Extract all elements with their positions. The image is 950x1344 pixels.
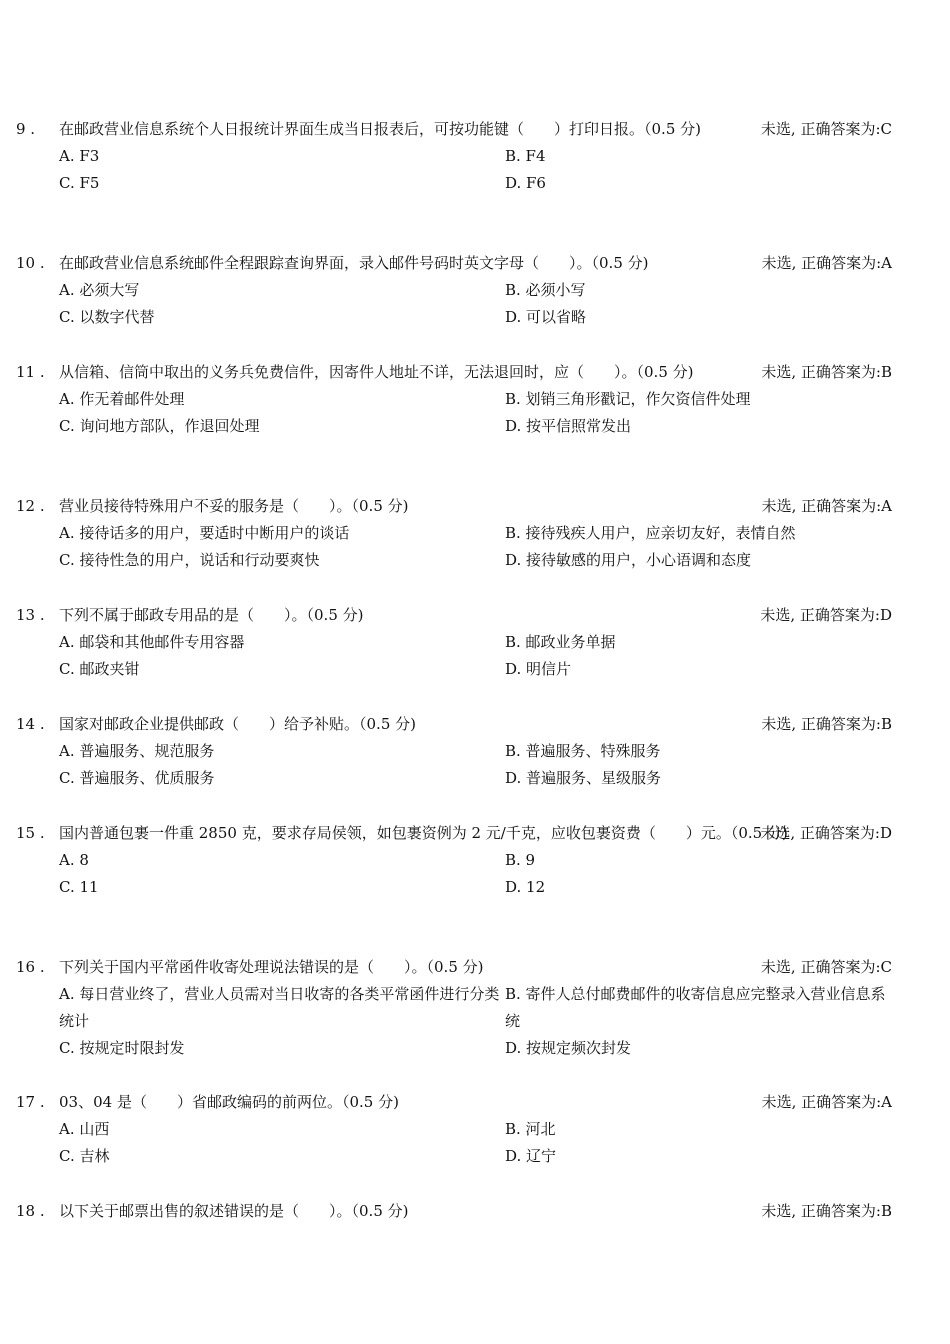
option-a[interactable]: A. F3 bbox=[59, 147, 100, 165]
option-c[interactable]: C. 询问地方部队，作退回处理 bbox=[59, 417, 260, 435]
options-grid bbox=[59, 847, 896, 901]
option-d[interactable]: D. 可以省略 bbox=[505, 308, 587, 326]
option-a[interactable]: A. 每日营业终了，营业人员需对当日收寄的各类平常函件进行分类统计 bbox=[59, 985, 500, 1030]
question-stem: 下列不属于邮政专用品的是（ ）。（0.5 分) bbox=[59, 606, 364, 624]
options-grid bbox=[59, 143, 896, 197]
option-c[interactable]: C. F5 bbox=[59, 174, 100, 192]
question-number: 14 . bbox=[16, 715, 45, 733]
answer-status: 未选, 正确答案为:D bbox=[760, 824, 892, 842]
question-number: 9 . bbox=[16, 120, 36, 138]
question-stem: 国家对邮政企业提供邮政（ ）给予补贴。（0.5 分) bbox=[59, 715, 416, 733]
answer-status: 未选, 正确答案为:A bbox=[761, 254, 892, 272]
question-14 bbox=[16, 711, 896, 792]
answer-status: 未选, 正确答案为:C bbox=[760, 958, 892, 976]
option-c[interactable]: C. 普遍服务、优质服务 bbox=[59, 769, 215, 787]
question-number: 16 . bbox=[16, 958, 45, 976]
options-grid bbox=[59, 738, 896, 792]
answer-status: 未选, 正确答案为:B bbox=[761, 715, 892, 733]
option-c[interactable]: C. 按规定时限封发 bbox=[59, 1039, 185, 1057]
question-stem: 03、04 是（ ）省邮政编码的前两位。（0.5 分) bbox=[59, 1093, 399, 1111]
question-9 bbox=[16, 116, 896, 197]
option-b[interactable]: B. 9 bbox=[505, 851, 536, 869]
answer-status: 未选, 正确答案为:A bbox=[761, 497, 892, 515]
question-18 bbox=[16, 1198, 896, 1225]
option-d[interactable]: D. 按平信照常发出 bbox=[505, 417, 632, 435]
question-number: 10 . bbox=[16, 254, 45, 272]
option-a[interactable]: A. 必须大写 bbox=[59, 281, 140, 299]
question-number: 12 . bbox=[16, 497, 45, 515]
question-15 bbox=[16, 820, 896, 901]
question-10 bbox=[16, 250, 896, 331]
option-b[interactable]: B. 河北 bbox=[505, 1120, 556, 1138]
question-stem: 营业员接待特殊用户不妥的服务是（ ）。（0.5 分) bbox=[59, 497, 409, 515]
answer-status: 未选, 正确答案为:D bbox=[760, 606, 892, 624]
option-d[interactable]: D. F6 bbox=[505, 174, 546, 192]
question-stem: 在邮政营业信息系统个人日报统计界面生成当日报表后，可按功能键（ ）打印日报。（0.5 分) bbox=[59, 120, 701, 138]
question-number: 11 . bbox=[16, 363, 45, 381]
option-b[interactable]: B. 普遍服务、特殊服务 bbox=[505, 742, 661, 760]
option-c[interactable]: C. 吉林 bbox=[59, 1147, 110, 1165]
options-grid bbox=[59, 1116, 896, 1170]
answer-status: 未选, 正确答案为:B bbox=[761, 363, 892, 381]
option-b[interactable]: B. 划销三角形戳记，作欠资信件处理 bbox=[505, 390, 751, 408]
options-grid bbox=[59, 386, 896, 440]
option-c[interactable]: C. 邮政夹钳 bbox=[59, 660, 140, 678]
option-a[interactable]: A. 邮袋和其他邮件专用容器 bbox=[59, 633, 245, 651]
option-b[interactable]: B. 寄件人总付邮费邮件的收寄信息应完整录入营业信息系统 bbox=[505, 985, 886, 1030]
question-16 bbox=[16, 954, 896, 1062]
question-11 bbox=[16, 359, 896, 440]
question-stem: 从信箱、信筒中取出的义务兵免费信件，因寄件人地址不详，无法退回时，应（ ）。（0.5 分) bbox=[59, 363, 694, 381]
options-grid bbox=[59, 520, 896, 574]
option-c[interactable]: C. 接待性急的用户，说话和行动要爽快 bbox=[59, 551, 320, 569]
option-c[interactable]: C. 以数字代替 bbox=[59, 308, 155, 326]
options-grid bbox=[59, 277, 896, 331]
question-number: 18 . bbox=[16, 1202, 45, 1220]
options-grid bbox=[59, 629, 896, 683]
question-17 bbox=[16, 1089, 896, 1170]
option-b[interactable]: B. 邮政业务单据 bbox=[505, 633, 616, 651]
option-a[interactable]: A. 作无着邮件处理 bbox=[59, 390, 185, 408]
option-d[interactable]: D. 按规定频次封发 bbox=[505, 1039, 632, 1057]
question-stem: 以下关于邮票出售的叙述错误的是（ ）。（0.5 分) bbox=[59, 1202, 409, 1220]
answer-status: 未选, 正确答案为:B bbox=[761, 1202, 892, 1220]
question-number: 17 . bbox=[16, 1093, 45, 1111]
option-d[interactable]: D. 辽宁 bbox=[505, 1147, 557, 1165]
question-number: 13 . bbox=[16, 606, 45, 624]
question-stem: 国内普通包裹一件重 2850 克，要求存局侯领，如包裹资例为 2 元/千克，应收包裹资费（ ）元。（0.5 分) bbox=[59, 824, 788, 842]
option-b[interactable]: B. 必须小写 bbox=[505, 281, 586, 299]
option-a[interactable]: A. 接待话多的用户，要适时中断用户的谈话 bbox=[59, 524, 350, 542]
option-d[interactable]: D. 接待敏感的用户，小心语调和态度 bbox=[505, 551, 752, 569]
option-d[interactable]: D. 明信片 bbox=[505, 660, 572, 678]
answer-status: 未选, 正确答案为:C bbox=[760, 120, 892, 138]
question-stem: 下列关于国内平常函件收寄处理说法错误的是（ ）。（0.5 分) bbox=[59, 958, 484, 976]
option-d[interactable]: D. 普遍服务、星级服务 bbox=[505, 769, 662, 787]
option-b[interactable]: B. F4 bbox=[505, 147, 546, 165]
question-number: 15 . bbox=[16, 824, 45, 842]
option-c[interactable]: C. 11 bbox=[59, 878, 99, 896]
options-grid bbox=[59, 981, 896, 1062]
question-12 bbox=[16, 493, 896, 574]
option-d[interactable]: D. 12 bbox=[505, 878, 546, 896]
answer-status: 未选, 正确答案为:A bbox=[761, 1093, 892, 1111]
option-a[interactable]: A. 8 bbox=[59, 851, 89, 869]
option-a[interactable]: A. 山西 bbox=[59, 1120, 110, 1138]
option-a[interactable]: A. 普遍服务、规范服务 bbox=[59, 742, 215, 760]
question-stem: 在邮政营业信息系统邮件全程跟踪查询界面，录入邮件号码时英文字母（ ）。（0.5 分) bbox=[59, 254, 649, 272]
option-b[interactable]: B. 接待残疾人用户，应亲切友好，表情自然 bbox=[505, 524, 796, 542]
question-13 bbox=[16, 602, 896, 683]
